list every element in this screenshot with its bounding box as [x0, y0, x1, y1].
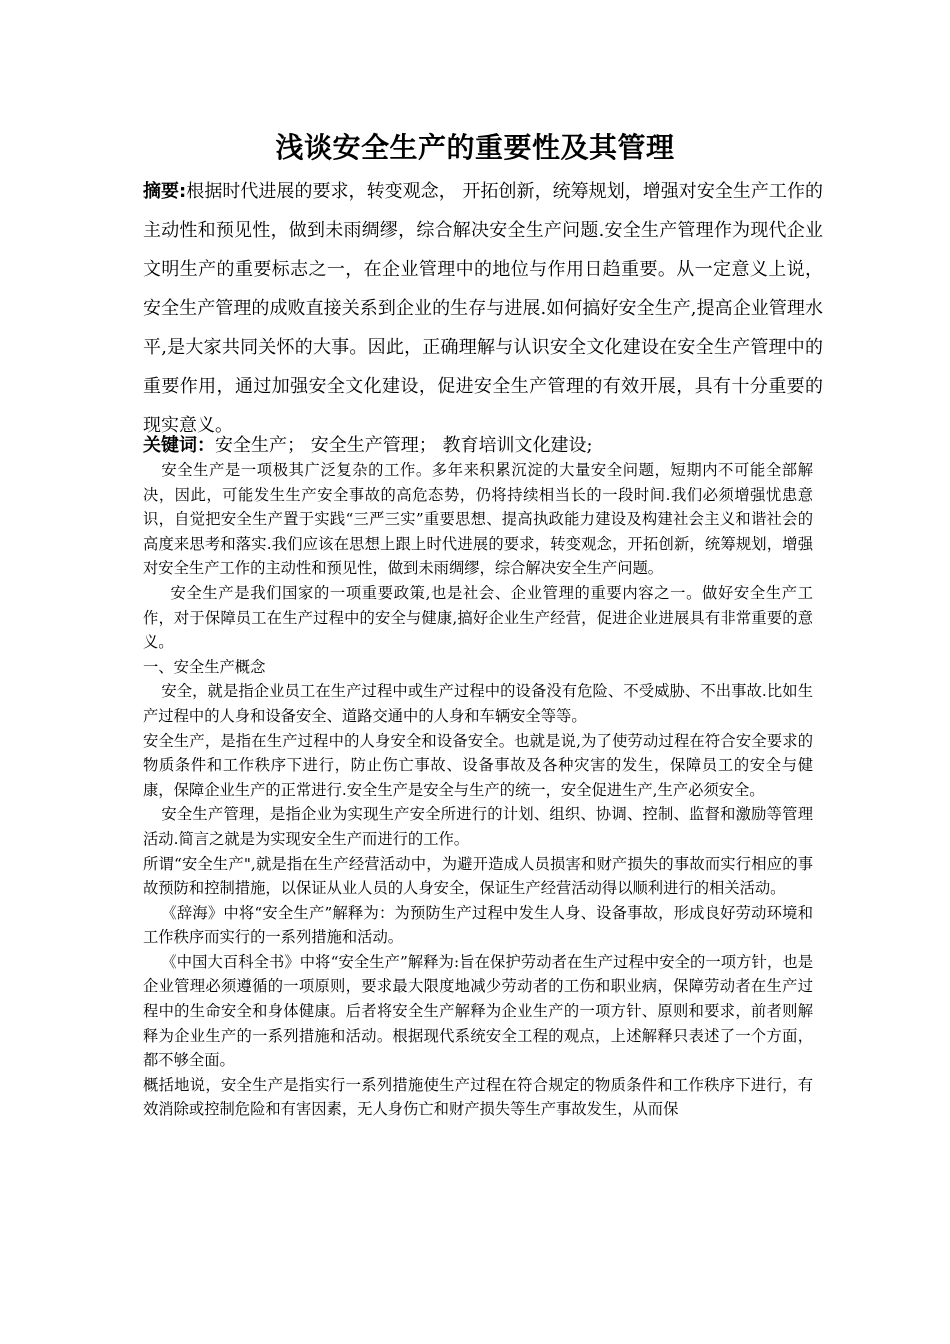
keywords — [143, 432, 823, 460]
paragraph: 《辞海》中将“安全生产”解释为：为预防生产过程中发生人身、设备事故，形成良好劳动环境和工作秩序而实行的一系列措施和活动。 — [143, 903, 813, 947]
abstract — [143, 172, 823, 445]
abstract-text: 根据时代进展的要求，转变观念， 开拓创新，统筹规划，增强对安全生产工作的主动性和预见性，做到未雨绸缪，综合解决安全生产问题.安全生产管理作为现代企业文明生产的重要标志之一，在企业管理中的地位与作用日趋重要。从一定意义上说，安全生产管理的成败直接关系到企业的生存与进展.如何搞好安全生产,提高企业管理水平,是大家共同关怀的大事。因此，正确理解与认识安全文化建设在安全生产管理中的重要作用，通过加强安全文化建设，促进安全生产管理的有效开展，具有十分重要的现实意义。 — [143, 181, 824, 436]
keywords-label: 关键词： — [143, 435, 215, 456]
paragraph: 《中国大百科全书》中将“安全生产”解释为:旨在保护劳动者在生产过程中安全的一项方针，也是企业管理必须遵循的一项原则，要求最大限度地减少劳动者的工伤和职业病，保障劳动者在生产过程中的生命安全和身体健康。后者将安全生产解释为企业生产的一项方针、原则和要求，前者则解释为企业生产的一系列措施和活动。根据现代系统安全工程的观点，上述解释只表述了一个方面，都不够全面。 — [143, 952, 813, 1070]
body-text — [143, 458, 813, 1122]
paragraph: 安全生产，是指在生产过程中的人身安全和设备安全。也就是说,为了使劳动过程在符合安全要求的物质条件和工作秩序下进行，防止伤亡事故、设备事故及各种灾害的发生，保障员工的安全与健康，保障企业生产的正常进行.安全生产是安全与生产的统一，安全促进生产,生产必须安全。 — [143, 731, 813, 799]
paragraph: 安全生产是一项极其广泛复杂的工作。多年来积累沉淀的大量安全问题，短期内不可能全部解决，因此，可能发生生产安全事故的高危态势，仍将持续相当长的一段时间.我们必须增强忧患意识，自觉把安全生产置于实践“三严三实”重要思想、提高执政能力建设及构建社会主义和谐社会的高度来思考和落实.我们应该在思想上跟上时代进展的要求，转变观念，开拓创新，统筹规划，增强对安全生产工作的主动性和预见性，做到未雨绸缪，综合解决安全生产问题。 — [143, 461, 813, 578]
paragraph: 安全，就是指企业员工在生产过程中或生产过程中的设备没有危险、不受威胁、不出事故.比如生产过程中的人身和设备安全、道路交通中的人身和车辆安全等等。 — [143, 682, 813, 725]
abstract-label: 摘要: — [143, 181, 187, 202]
paragraph: 所谓“安全生产",就是指在生产经营活动中，为避开造成人员损害和财产损失的事故而实行相应的事故预防和控制措施，以保证从业人员的人身安全，保证生产经营活动得以顺利进行的相关活动。 — [143, 854, 813, 898]
document-title: 浅谈安全生产的重要性及其管理 — [275, 131, 675, 164]
paragraph: 安全生产是我们国家的一项重要政策,也是社会、企业管理的重要内容之一。做好安全生产工作，对于保障员工在生产过程中的安全与健康,搞好企业生产经营，促进企业进展具有非常重要的意义。 — [143, 583, 813, 652]
paragraph: 概括地说，安全生产是指实行一系列措施使生产过程在符合规定的物质条件和工作秩序下进行，有效消除或控制危险和有害因素，无人身伤亡和财产损失等生产事故发生，从而保 — [143, 1075, 813, 1119]
section-heading: 一、安全生产概念 — [143, 657, 266, 676]
keywords-text: 安全生产； 安全生产管理； 教育培训文化建设; — [215, 435, 593, 456]
paragraph: 安全生产管理，是指企业为实现生产安全所进行的计划、组织、协调、控制、监督和激励等管理活动.简言之就是为实现安全生产而进行的工作。 — [143, 805, 813, 848]
